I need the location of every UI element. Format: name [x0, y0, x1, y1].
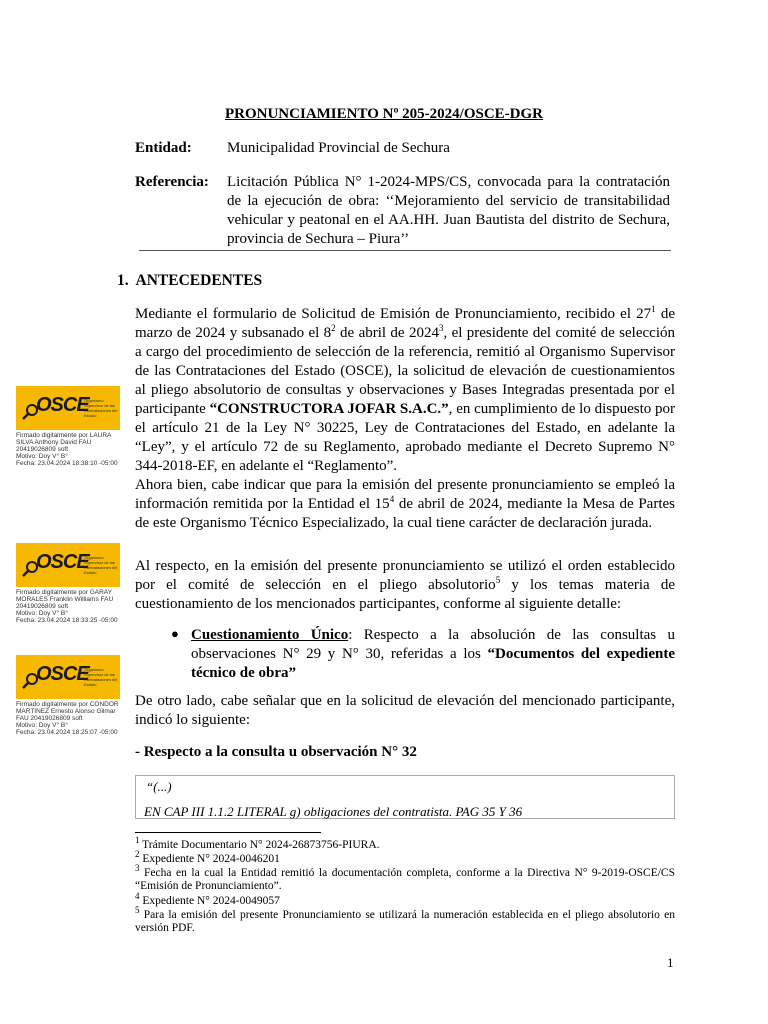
osce-logo-text: OSCE	[36, 663, 89, 685]
footnote-divider	[135, 832, 321, 833]
paragraph-antecedentes-1	[135, 305, 675, 476]
paragraph-antecedentes-3	[135, 557, 675, 614]
footnote-ref-4[interactable]: 4	[389, 494, 395, 504]
quote-box	[135, 775, 675, 819]
signature-text: Firmado digitalmente por CONDOR MARTINEZ Ernesto Alonso Gilmar FAU 20419026809 soft Motivo: Doy V° B° Fecha: 23.04.2024 18:25:07 -05:00	[16, 701, 119, 736]
signature-stamp-3[interactable]	[16, 655, 126, 736]
p1-text-d: , el presidente del comité de selección a cargo del procedimiento de selección de la referencia, remitió al Organismo Supervisor de las Contrataciones del Estado (OSCE), la solicitud de elevación de cuestionamientos al pliego absolutorio de consultas y observaciones y Bases Integradas presentada por el participante	[135, 325, 675, 417]
section-heading	[117, 272, 262, 290]
osce-logo-text: OSCE	[36, 394, 89, 416]
referencia-label: Referencia:	[135, 174, 209, 190]
osce-logo-subtext: Organismo Supervisor de las Contrataciones del Estado	[84, 555, 118, 575]
footnote-text: Para la emisión del presente Pronunciamiento se utilizará la numeración establecida en el pliego absolutorio en versión PDF.	[135, 909, 675, 934]
footnote-text: Fecha en la cual la Entidad remitió la documentación completa, conforme a la Directiva N° 9-2019-OSCE/CS “Emisión de Pronunciamiento”.	[135, 867, 675, 892]
footnote-number: 2	[135, 849, 140, 860]
page-number: 1	[667, 955, 674, 970]
osce-logo	[16, 655, 120, 699]
section-number: 1.	[117, 272, 129, 289]
footnote-4	[135, 891, 675, 908]
signature-stamp-2[interactable]	[16, 543, 126, 624]
osce-logo	[16, 386, 120, 430]
header-divider	[139, 250, 671, 251]
document-title: PRONUNCIAMIENTO Nº 205-2024/OSCE-DGR	[224, 106, 544, 122]
osce-logo	[16, 543, 120, 587]
section-title: ANTECEDENTES	[135, 272, 263, 289]
footnote-text: Expediente N° 2024-0049057	[139, 895, 280, 907]
bullet-marker: ●	[171, 626, 179, 641]
osce-logo-subtext: Organismo Supervisor de las Contrataciones del Estado	[84, 398, 118, 418]
paragraph-antecedentes-4: De otro lado, cabe señalar que en la solicitud de elevación del mencionado participante, indicó lo siguiente:	[135, 693, 675, 728]
signature-text: Firmado digitalmente por GARAY MORALES Franklin Williams FAU 20419026809 soft Motivo: Doy V° B° Fecha: 23.04.2024 18:33:25 -05:00	[16, 589, 118, 624]
quote-line-1: “(...)	[146, 779, 172, 794]
participant-name: “CONSTRUCTORA JOFAR S.A.C.”	[209, 401, 449, 417]
entidad-value: Municipalidad Provincial de Sechura	[227, 140, 450, 156]
subheading-consulta: - Respecto a la consulta u observación N° 32	[135, 744, 417, 760]
p3-text-b: y los temas materia de cuestionamiento de los mencionados participantes, conforme al siguiente detalle:	[135, 577, 675, 612]
footnote-text: Expediente N° 2024-0046201	[139, 853, 280, 865]
p1-text-e: , en cumplimiento de lo dispuesto por el artículo 21 de la Ley N° 30225, Ley de Contrataciones del Estado, en adelante la “Ley”, y el artículo 72 de su Reglamento, aprobado mediante el Decreto Supremo N° 344-2018-EF, en adelante el “Reglamento”.	[135, 401, 676, 474]
quote-line-2: EN CAP III 1.1.2 LITERAL g) obligaciones del contratista. PAG 35 Y 36	[144, 804, 523, 819]
p2-text-a: Ahora bien, cabe indicar que para la emisión del presente pronunciamiento se empleó la información remitida por la Entidad el 15	[135, 477, 675, 512]
bullet-cuestionamiento	[191, 626, 675, 683]
footnote-ref-2[interactable]: 2	[331, 323, 336, 333]
footnote-3	[135, 863, 675, 893]
footnote-number: 4	[135, 891, 140, 902]
p3-text-a: Al respecto, en la emisión del presente pronunciamiento se utilizó el orden establecido por el comité de selección en el pliego absolutorio	[135, 558, 675, 593]
footnote-ref-5[interactable]: 5	[495, 575, 501, 585]
footnote-2	[135, 849, 675, 866]
p1-text-c: de abril de 2024	[335, 325, 439, 341]
footnote-ref-3[interactable]: 3	[438, 323, 444, 333]
osce-logo-subtext: Organismo Supervisor de las Contrataciones del Estado	[84, 667, 118, 687]
signature-stamp-1[interactable]	[16, 386, 126, 467]
footnote-5	[135, 905, 675, 935]
bullet-bold-text: “Documentos del expediente técnico de obra”	[191, 646, 675, 681]
referencia-value: Licitación Pública N° 1-2024-MPS/CS, convocada para la contratación de la ejecución de obra: ‘‘Mejoramiento del servicio de transitabilidad vehicular y peatonal en el AA.HH. Juan Bautista del distrito de Sechura, provincia de Sechura – Piura’’	[227, 174, 670, 247]
footnote-number: 3	[135, 863, 140, 874]
footnote-number: 5	[135, 905, 140, 916]
p1-text-b: de marzo de 2024 y subsanado el 8	[135, 306, 675, 341]
osce-logo-text: OSCE	[36, 551, 89, 573]
footnote-text: Trámite Documentario N° 2024-26873756-PIURA.	[139, 839, 380, 851]
footnote-number: 1	[135, 835, 140, 846]
bullet-label: Cuestionamiento Único	[191, 627, 349, 643]
p2-text-b: de abril de 2024, mediante la Mesa de Partes de este Organismo Técnico Especializado, la cual tiene carácter de declaración jurada.	[135, 496, 675, 531]
footnote-1	[135, 835, 675, 852]
signature-text: Firmado digitalmente por LAURA SILVA Anthony David FAU 20419026809 soft Motivo: Doy V° B° Fecha: 23.04.2024 18:38:10 -05:00	[16, 432, 118, 467]
bullet-text: : Respecto a la absolución de las consultas u observaciones N° 29 y N° 30, referidas a los	[191, 627, 675, 662]
footnote-ref-1[interactable]: 1	[651, 304, 656, 314]
paragraph-antecedentes-2	[135, 476, 675, 533]
p1-text-a: Mediante el formulario de Solicitud de Emisión de Pronunciamiento, recibido el 27	[135, 306, 652, 322]
entidad-label: Entidad:	[135, 140, 192, 156]
